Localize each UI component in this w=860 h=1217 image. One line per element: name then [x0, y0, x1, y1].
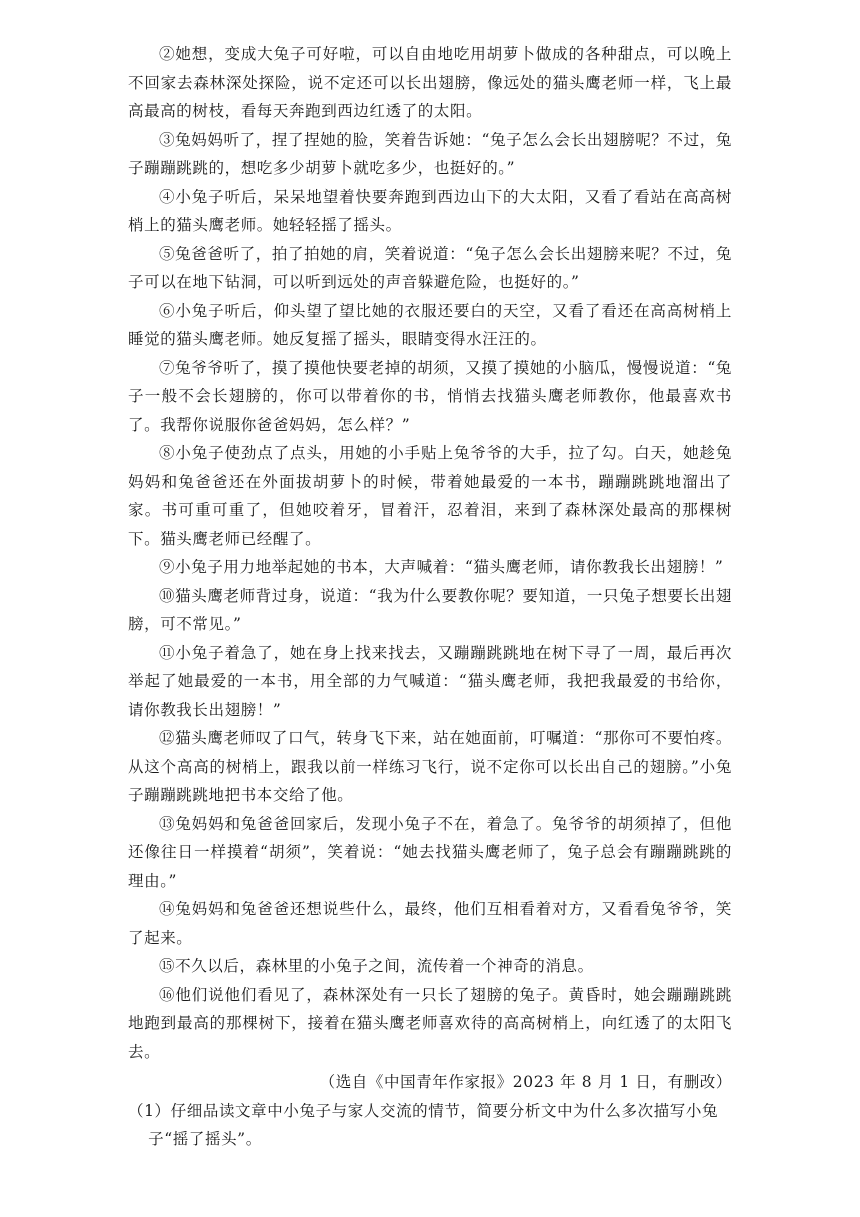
source-citation: （选自《中国青年作家报》2023 年 8 月 1 日，有删改） — [319, 1073, 732, 1091]
paragraph-10: ⑩猫头鹰老师背过身，说道：“我为什么要教你呢？要知道，一只兔子想要长出翅膀，可不常见。” — [128, 586, 732, 633]
paragraph-3: ③兔妈妈听了，捏了捏她的脸，笑着告诉她：“兔子怎么会长出翅膀呢？不过，兔子蹦蹦跳跳的，想吃多少胡萝卜就吃多少，也挺好的。” — [128, 130, 732, 177]
paragraph-14: ⑭兔妈妈和兔爸爸还想说些什么，最终，他们互相看着对方，又看看兔爷爷，笑了起来。 — [128, 900, 732, 947]
paragraph-2: ②她想，变成大兔子可好啦，可以自由地吃用胡萝卜做成的各种甜点，可以晚上不回家去森林深处探险，说不定还可以长出翅膀，像远处的猫头鹰老师一样，飞上最高最高的树枝，看每天奔跑到西边红透了的太阳。 — [128, 45, 732, 120]
paragraph-12: ⑫猫头鹰老师叹了口气，转身飞下来，站在她面前，叮嘱道：“那你可不要怕疼。从这个高高的树梢上，跟我以前一样练习飞行，说不定你可以长出自己的翅膀。”小兔子蹦蹦跳跳地把书本交给了他。 — [128, 729, 732, 804]
paragraph-13: ⑬兔妈妈和兔爸爸回家后，发现小兔子不在，着急了。兔爷爷的胡须掉了，但他还像往日一样摸着“胡须”，笑着说：“她去找猫头鹰老师了，兔子总会有蹦蹦跳跳的理由。” — [128, 814, 732, 890]
paragraph-4: ④小兔子听后，呆呆地望着快要奔跑到西边山下的大太阳，又看了看站在高高树梢上的猫头鹰老师。她轻轻摇了摇头。 — [128, 187, 732, 234]
paragraph-8: ⑧小兔子使劲点了点头，用她的小手贴上兔爷爷的大手，拉了勾。白天，她趁兔妈妈和兔爸爸还在外面拔胡萝卜的时候，带着她最爱的一本书，蹦蹦跳跳地溜出了家。书可重可重了，但她咬着牙，冒着汗，忍着泪，来到了森林深处最高的那棵树下。猫头鹰老师已经醒了。 — [128, 444, 732, 548]
paragraph-16: ⑯他们说他们看见了，森林深处有一只长了翅膀的兔子。黄昏时，她会蹦蹦跳跳地跑到最高的那棵树下，接着在猫头鹰老师喜欢待的高高树梢上，向红透了的太阳飞去。 — [128, 985, 732, 1061]
paragraph-6: ⑥小兔子听后，仰头望了望比她的衣服还要白的天空，又看了看还在高高树梢上睡觉的猫头鹰老师。她反复摇了摇头，眼睛变得水汪汪的。 — [128, 301, 732, 348]
paragraph-5: ⑤兔爸爸听了，拍了拍她的肩，笑着说道：“兔子怎么会长出翅膀来呢？不过，兔子可以在地下钻洞，可以听到远处的声音躲避危险，也挺好的。” — [128, 244, 732, 291]
question-1: （1）仔细品读文章中小兔子与家人交流的情节，简要分析文中为什么多次描写小兔子“摇了摇头”。 — [128, 1101, 719, 1148]
paragraph-7: ⑦兔爷爷听了，摸了摸他快要老掉的胡须，又摸了摸她的小脑瓜，慢慢说道：“兔子一般不会长翅膀的，你可以带着你的书，悄悄去找猫头鹰老师教你，他最喜欢书了。我帮你说服你爸爸妈妈，怎么样？” — [128, 358, 732, 434]
paragraph-15: ⑮不久以后，森林里的小兔子之间，流传着一个神奇的消息。 — [159, 957, 594, 975]
paragraph-9: ⑨小兔子用力地举起她的书本，大声喊着：“猫头鹰老师，请你教我长出翅膀！” — [159, 558, 724, 576]
article-page — [128, 40, 732, 1154]
paragraph-11: ⑪小兔子着急了，她在身上找来找去，又蹦蹦跳跳地在树下寻了一周，最后再次举起了她最爱的一本书，用全部的力气喊道：“猫头鹰老师，我把我最爱的书给你，请你教我长出翅膀！” — [128, 643, 732, 719]
